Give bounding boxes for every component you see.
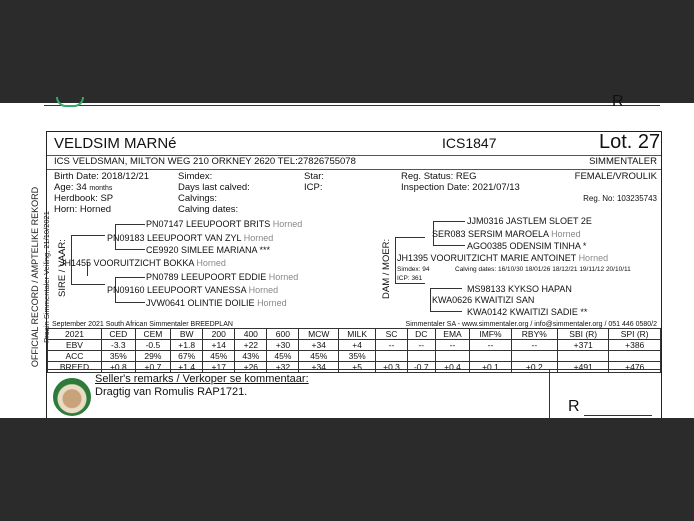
breedplan-caption: September 2021 South African Simmentaler BREEDPLAN xyxy=(52,321,233,328)
sd-bracket-top xyxy=(115,277,145,278)
age-value: Age: 34 xyxy=(54,182,87,193)
ebv-cell: -- xyxy=(376,340,408,351)
seller-divider xyxy=(549,370,550,423)
ebv-cell: -- xyxy=(407,340,435,351)
dss-name: JJM0316 JASTLEM SLOET 2E xyxy=(467,216,592,226)
ss-name: PN09183 LEEUPOORT VAN ZYL xyxy=(107,233,242,243)
ebv-cell: ACC xyxy=(48,351,102,362)
ebv-row xyxy=(48,340,661,351)
herdbook: Herdbook: SP xyxy=(54,193,114,204)
ebv-header-cell: MCW xyxy=(299,329,339,340)
ds-name: SER083 SERSIM MAROELA xyxy=(432,229,549,239)
ebv-cell: +22 xyxy=(235,340,267,351)
sire-sire-dam xyxy=(146,245,270,255)
dam-horn: Horned xyxy=(578,253,609,263)
ebv-header-cell: 200 xyxy=(203,329,235,340)
ebv-header-cell: BW xyxy=(171,329,203,340)
previous-r-fragment: R xyxy=(612,93,624,110)
ebv-cell xyxy=(470,351,511,362)
sire-horn: Horned xyxy=(196,258,226,268)
ss-horn: Horned xyxy=(243,233,274,243)
animal-id: ICS1847 xyxy=(442,135,497,151)
top-dark-band xyxy=(0,0,694,103)
age xyxy=(54,182,112,193)
ebv-cell: +386 xyxy=(609,340,661,351)
ebv-header-cell: CEM xyxy=(135,329,170,340)
ebv-cell: 45% xyxy=(203,351,235,362)
birth-date: Birth Date: 2018/12/21 xyxy=(54,171,150,182)
ebv-cell: 45% xyxy=(267,351,299,362)
ds-horn: Horned xyxy=(551,229,581,239)
sds-horn: Horned xyxy=(268,272,299,282)
dam-sire xyxy=(432,229,581,239)
ebv-header-row xyxy=(48,329,661,340)
ebv-header-cell: CED xyxy=(101,329,135,340)
dds-name: MS98133 KYKSO HAPAN xyxy=(467,284,572,294)
horn-status: Horn: Horned xyxy=(54,204,112,215)
breed-name: SIMMENTALER xyxy=(589,156,657,167)
sire-bracket-top xyxy=(71,235,105,236)
animal-name: VELDSIM MARNé xyxy=(54,135,177,152)
ebv-cell xyxy=(407,351,435,362)
dam-sire-dam xyxy=(467,241,586,251)
sire-sire xyxy=(107,233,273,243)
ebv-cell xyxy=(609,351,661,362)
sire-dam-dam xyxy=(146,298,287,308)
ebv-cell: EBV xyxy=(48,340,102,351)
ebv-header-cell: SBI (R) xyxy=(558,329,609,340)
ebv-cell xyxy=(435,351,470,362)
ebv-cell xyxy=(376,351,408,362)
ebv-cell: -- xyxy=(511,340,557,351)
ebv-cell: +5 xyxy=(339,362,376,373)
ebv-header-cell: SPI (R) xyxy=(609,329,661,340)
sd-name: PN09160 LEEUPOORT VANESSA xyxy=(107,285,247,295)
calvings: Calvings: xyxy=(178,193,218,204)
ssd-name: CE9920 SIMLEE MARIANA *** xyxy=(146,245,271,255)
dsd-name: AGO0385 ODENSIM TINHA * xyxy=(467,241,587,251)
lot-card xyxy=(46,131,662,423)
dam-bracket-bottom xyxy=(395,283,425,284)
sire xyxy=(60,258,226,268)
ebv-header-cell: 400 xyxy=(235,329,267,340)
simmentaler-logo xyxy=(53,378,91,416)
ebv-cell: 43% xyxy=(235,351,267,362)
sire-name: JH1455 VOORUITZICHT BOKKA xyxy=(60,258,194,268)
ebv-cell: 67% xyxy=(171,351,203,362)
ebv-cell xyxy=(558,351,609,362)
official-record-label: OFFICIAL RECORD / AMPTELIKE REKORD xyxy=(30,186,40,368)
star-label: Star: xyxy=(304,171,325,182)
ds-bracket-bottom xyxy=(433,245,465,246)
sss-horn: Horned xyxy=(272,219,303,229)
days-last-calved: Days last calved: xyxy=(178,182,250,193)
ebv-cell: -- xyxy=(470,340,511,351)
ebv-cell: +32 xyxy=(267,362,299,373)
ebv-cell: 35% xyxy=(339,351,376,362)
ebv-cell: +14 xyxy=(203,340,235,351)
ebv-cell: +34 xyxy=(299,340,339,351)
ebv-cell: +0.4 xyxy=(435,362,470,373)
dam-calving-dates: Calving dates: 16/10/30 18/01/26 18/12/21 19/11/12 20/10/11 xyxy=(455,266,631,273)
simdex-label: Simdex: xyxy=(178,171,213,182)
ss-bracket-top xyxy=(115,224,145,225)
ebv-cell: -3.3 xyxy=(101,340,135,351)
sd-bracket-bottom xyxy=(115,302,145,303)
ebv-header-cell: EMA xyxy=(435,329,470,340)
dam-sire-sire xyxy=(467,216,592,226)
age-unit: months xyxy=(89,185,113,192)
breeder-address: ICS VELDSMAN, MILTON WEG 210 ORKNEY 2620 TEL:27826755078 xyxy=(54,156,356,167)
ebv-cell: +34 xyxy=(299,362,339,373)
sire-sire-sire xyxy=(146,219,302,229)
reg-number: Reg. No: 103235743 xyxy=(583,194,657,203)
previous-logo-fragment xyxy=(56,97,84,107)
ebv-header-cell: IMF% xyxy=(470,329,511,340)
ebv-header-cell: 2021 xyxy=(48,329,102,340)
dam-dam xyxy=(432,295,534,305)
card-header xyxy=(47,132,661,156)
dd-bracket-bottom xyxy=(430,311,462,312)
ebv-cell xyxy=(511,351,557,362)
calving-dates: Calving dates: xyxy=(178,204,239,215)
ebv-cell: +491 xyxy=(558,362,609,373)
ebv-cell: 29% xyxy=(135,351,170,362)
ebv-table-body xyxy=(48,329,661,373)
ebv-cell: BREED xyxy=(48,362,102,373)
sire-dam xyxy=(107,285,278,295)
ebv-cell: -0.5 xyxy=(135,340,170,351)
ebv-header-cell: RBY% xyxy=(511,329,557,340)
price-line xyxy=(584,415,652,416)
ebv-cell: +0.7 xyxy=(135,362,170,373)
sire-bracket-bottom xyxy=(71,284,105,285)
ebv-header-cell: SC xyxy=(376,329,408,340)
dam-icp: ICP: 361 xyxy=(397,275,423,282)
sex: FEMALE/VROULIK xyxy=(574,171,657,182)
seller-remarks-text: Dragtig van Romulis RAP1721. xyxy=(95,386,248,398)
ebv-row xyxy=(48,351,661,362)
inspection-date: Inspection Date: 2021/07/13 xyxy=(401,182,520,193)
ebv-header-cell: DC xyxy=(407,329,435,340)
ddd-name: KWA0142 KWAITIZI SADIE ** xyxy=(467,307,588,317)
ds-bracket-top xyxy=(433,221,465,222)
ebv-cell: +1.8 xyxy=(171,340,203,351)
ebv-cell: -- xyxy=(435,340,470,351)
ebv-cell: +0.3 xyxy=(376,362,408,373)
sale-label: Proain Simmentaler Veiling, 21/10/2021 xyxy=(42,211,51,343)
dam-bracket-top xyxy=(395,237,425,238)
seller-remarks-title: Seller's remarks / Verkoper se kommentaar: xyxy=(95,373,309,385)
ebv-cell: +26 xyxy=(235,362,267,373)
ebv-cell: +476 xyxy=(609,362,661,373)
seller-section xyxy=(47,369,661,423)
sdd-name: JVW0641 OLINTIE DOILIE xyxy=(146,298,255,308)
dam-name: JH1395 VOORUITZICHT MARIE ANTOINET xyxy=(397,253,577,263)
ebv-header-cell: 600 xyxy=(267,329,299,340)
dd-bracket-top xyxy=(430,288,462,289)
sdd-horn: Horned xyxy=(257,298,287,308)
ebv-cell: +1.4 xyxy=(171,362,203,373)
ebv-cell: +0.2 xyxy=(511,362,557,373)
dam-simdex: Simdex: 94 xyxy=(397,266,430,273)
ebv-cell: +30 xyxy=(267,340,299,351)
dam-bracket xyxy=(395,237,396,284)
lot-number: Lot. 27 xyxy=(599,131,661,153)
ss-bracket-bottom xyxy=(115,249,145,250)
ebv-cell: 45% xyxy=(299,351,339,362)
breeder-row xyxy=(47,155,661,170)
ebv-cell: -0.7 xyxy=(407,362,435,373)
sire-dam-sire xyxy=(146,272,298,282)
icp-label: ICP: xyxy=(304,182,323,193)
ebv-header-cell: MILK xyxy=(339,329,376,340)
dam-dam-dam xyxy=(467,307,587,317)
ebv-table xyxy=(47,328,661,373)
ebv-cell: +371 xyxy=(558,340,609,351)
dam xyxy=(397,253,608,263)
catalogue-page xyxy=(0,93,694,418)
dd-name: KWA0626 KWAITIZI SAN xyxy=(432,295,535,305)
ebv-cell: +0.8 xyxy=(101,362,135,373)
ebv-cell: +0.1 xyxy=(470,362,511,373)
sds-name: PN0789 LEEUPOORT EDDIE xyxy=(146,272,267,282)
bottom-dark-band xyxy=(0,418,694,521)
sd-horn: Horned xyxy=(248,285,279,295)
ebv-cell: 35% xyxy=(101,351,135,362)
dd-bracket xyxy=(430,288,431,312)
dam-dam-sire xyxy=(467,284,572,294)
sss-name: PN07147 LEEUPOORT BRITS xyxy=(146,219,271,229)
dam-label: DAM / MOER: xyxy=(381,238,392,299)
ebv-cell: +4 xyxy=(339,340,376,351)
price-r-label: R xyxy=(568,398,580,415)
previous-card-edge xyxy=(44,93,660,110)
society-caption: Simmentaler SA - www.simmentaler.org / info@simmentaler.org / 051 446 0580/2 xyxy=(405,321,657,328)
sire-label: SIRE / VAAR: xyxy=(57,239,68,297)
ebv-cell: +17 xyxy=(203,362,235,373)
reg-status: Reg. Status: REG xyxy=(401,171,477,182)
